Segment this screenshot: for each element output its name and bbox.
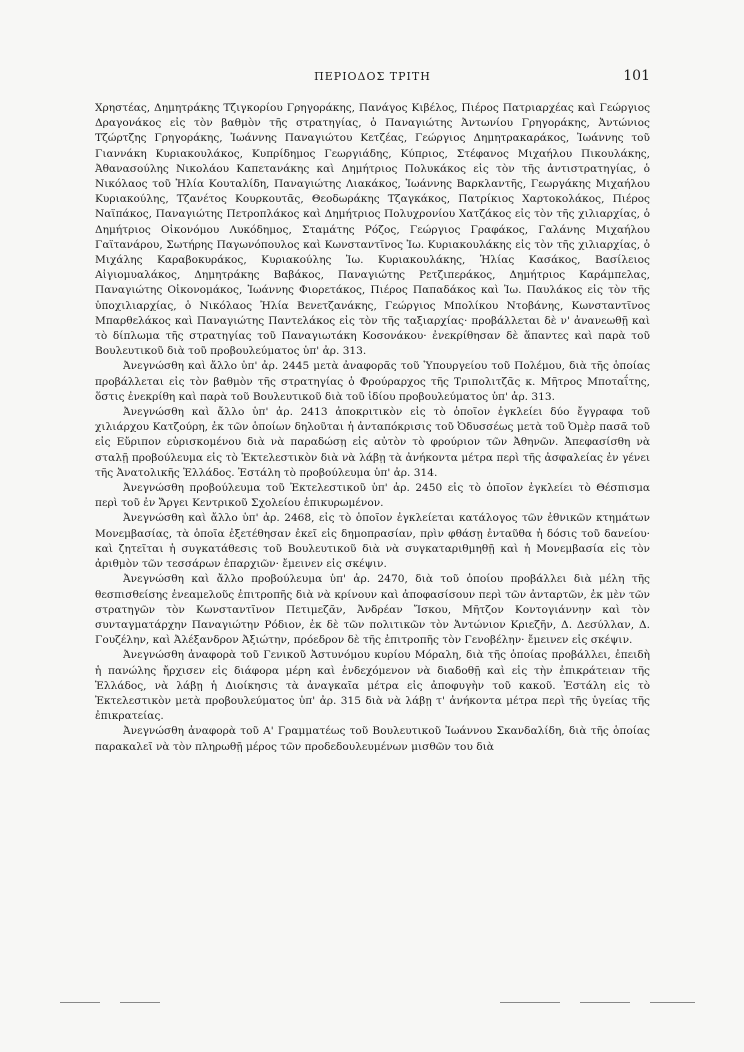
- footer-rule: [650, 1002, 695, 1003]
- paragraph: Ἀνεγνώσθη ἀναφορὰ τοῦ Γενικοῦ Ἀστυνόμου κυρίου Μόραλη, διὰ τῆς ὁποίας προβάλλει, ἐπειδὴ ἡ πανώλης ἤρχισεν εἰς διάφορα μέρη καὶ ἐνδεχόμενον νὰ διαδοθῇ καὶ εἰς τὴν ἐπικράτειαν τῆς Ἑλλάδος, νὰ λάβῃ ἡ Διοίκησις τὰ ἀναγκαῖα μέτρα εἰς ἀποφυγὴν τοῦ κακοῦ. Ἐστάλη εἰς τὸ Ἐκτελεστικὸν μετὰ προβουλεύματος ὑπ' ἀρ. 315 διὰ νὰ λάβῃ τ' ἀνήκοντα μέτρα περὶ τῆς ὑγείας τῆς ἐπικρατείας.: [95, 649, 650, 723]
- paragraph: Ἀνεγνώσθη καὶ ἄλλο ὑπ' ἀρ. 2413 ἀποκριτικὸν εἰς τὸ ὁποῖον ἐγκλείει δύο ἔγγραφα τοῦ χιλιάρχου Κατζούρη, ἐκ τῶν ὁποίων δηλοῦται ἡ ἀνταπόκρισις τοῦ Ὀδυσσέως μετὰ τοῦ Ὀμὲρ πασᾶ τοῦ εἰς Εὔριπον εὑρισκομένου διὰ νὰ παραδώσῃ εἰς αὐτὸν τὸ φρούριον τῶν Ἀθηνῶν. Ἀπεφασίσθη νὰ σταλῇ προβούλευμα εἰς τὸ Ἐκτελεστικὸν διὰ νὰ λάβῃ τὰ ἀνήκοντα μέτρα περὶ τῆς ἀσφαλείας ἐν γένει τῆς Ἀνατολικῆς Ἑλλάδος. Ἐστάλη τὸ προβούλευμα ὑπ' ἀρ. 314.: [95, 406, 650, 479]
- paragraph: Ἀνεγνώσθη προβούλευμα τοῦ Ἐκτελεστικοῦ ὑπ' ἀρ. 2450 εἰς τὸ ὁποῖον ἐγκλείει τὸ Θέσπισμα περὶ τοῦ ἐν Ἄργει Κεντρικοῦ Σχολείου ἐπικυρωμένον.: [95, 482, 650, 510]
- paragraph: Ἀνεγνώσθη καὶ ἄλλο ὑπ' ἀρ. 2445 μετὰ ἀναφορᾶς τοῦ Ὑπουργείου τοῦ Πολέμου, διὰ τῆς ὁποίας προβάλλεται εἰς τὸν βαθμὸν τῆς στρατηγίας ὁ Φρούραρχος τῆς Τριπολιτζᾶς κ. Μῆτρος Μποταΐτης, ὅστις ἐνεκρίθη καὶ παρὰ τοῦ Βουλευτικοῦ διὰ τοῦ ἰδίου προβουλεύματος ὑπ' ἀρ. 313.: [95, 360, 650, 403]
- footer-rule: [120, 1002, 160, 1003]
- paragraph: Ἀνεγνώσθη καὶ ἄλλο προβούλευμα ὑπ' ἀρ. 2470, διὰ τοῦ ὁποίου προβάλλει διὰ μέλη τῆς θεσπισθείσης ἐνεαμελοῦς ἐπιτροπῆς διὰ νὰ κρίνουν καὶ ἀποφασίσουν περὶ τῶν ἀνταρτῶν, ἐκ μὲν τῶν στρατηγῶν τὸν Κωνσταντῖνον Πετιμεζᾶν, Ἀνδρέαν Ἴσκου, Μῆτζον Κοντογιάννην καὶ τὸν συνταγματάρχην Παναγιώτην Ρόδιον, ἐκ δὲ τῶν πολιτικῶν τὸν Ἀντώνιον Κριεζῆν, Δ. Δεσύλλαν, Δ. Γουζέλην, καὶ Ἀλέξανδρον Ἀξιώτην, πρόεδρον δὲ τῆς ἐπιτροπῆς τὸν Γενοβέλην· ἔμεινεν εἰς σκέψιν.: [95, 573, 650, 647]
- running-title: ΠΕΡΙΟΔΟΣ ΤΡΙΤΗ: [314, 70, 431, 83]
- paragraph: Χρηστέας, Δημητράκης Τζιγκορίου Γρηγοράκης, Πανάγος Κιβέλος, Πιέρος Πατριαρχέας καὶ Γεώργιος Δραγονάκος εἰς τὸν βαθμὸν τῆς στρατηγίας, ὁ Παναγιώτης Ἀντωνίου Γρηγοράκης, Ἀντώνιος Τζώρτζης Γρηγοράκης, Ἰωάννης Παναγιώτου Κετζέας, Γεώργιος Δημητρακαράκος, Ἰωάννης τοῦ Γιαννάκη Κυριακουλάκος, Κυπρίδημος Γεωργιάδης, Κύπριος, Στέφανος Μιχαήλου Πικουλάκης, Ἀθανασούλης Νικολάου Καπετανάκης καὶ Δημήτριος Πολυκάκος εἰς τὸν τῆς ἀντιστρατηγίας, ὁ Νικόλαος τοῦ Ἠλία Κουταλίδη, Παναγιώτης Λιακάκος, Ἰωάννης Βαρκλαντῆς, Γεωργάκης Μιχαήλου Κυριακούλης, Τζανέτος Κουρκουτᾶς, Θεοδωράκης Τζαγκάκος, Πατρίκιος Χαρτοκολάκος, Πιέρος Ναϊπάκος, Παναγιώτης Πετροπλάκος καὶ Δημήτριος Πολυχρονίου Χατζάκος εἰς τὸν τῆς χιλιαρχίας, ὁ Δημήτριος Οἰκονόμου Λυκόδημος, Σταμάτης Ρόζος, Γεώργιος Γραφάκος, Γαλάνης Μιχαήλου Γαϊτανάρου, Σωτήρης Παγωνόπουλος καὶ Κωνσταντῖνος Ἰω. Κυριακουλάκης εἰς τὸν τῆς χιλιαρχίας, ὁ Μιχάλης Καραβοκυράκος, Κυριακούλης Ἰω. Κυριακουλάκης, Ἠλίας Κασάκος, Βασίλειος Αἰγιομυαλάκος, Δημητράκης Βαβάκος, Παναγιώτης Ρετζιπεράκος, Δημήτριος Καράμπελας, Παναγιώτης Οἰκονομάκος, Ἰωάννης Φιορετάκος, Πιέρος Παπαδάκος καὶ Ἰω. Παυλάκος εἰς τὸν τῆς ὑποχιλιαρχίας, ὁ Νικόλαος Ἠλία Βενετζανάκης, Γεώργιος Μπολίκου Ντοβάνης, Κωνσταντῖνος Μπαρθελάκος καὶ Παναγιώτης Παντελάκος εἰς τὸν τῆς ταξιαρχίας· προβάλλεται δὲ ν' ἀνανεωθῇ καὶ τὸ δίπλωμα τῆς στρατηγίας τοῦ Παναγιωτάκη Κοσονάκου· ἐνεκρίθησαν δὲ ἅπαντες καὶ παρὰ τοῦ Βουλευτικοῦ διὰ τοῦ προβουλεύματος ὑπ' ἀρ. 313.: [95, 102, 650, 358]
- footer-rule: [580, 1002, 630, 1003]
- footer-rule: [60, 1002, 100, 1003]
- paragraph: Ἀνεγνώσθη καὶ ἄλλο ὑπ' ἀρ. 2468, εἰς τὸ ὁποῖον ἐγκλείεται κατάλογος τῶν ἐθνικῶν κτημάτων Μονεμβασίας, τὰ ὁποῖα ἐξετέθησαν ἐκεῖ εἰς δημοπρασίαν, πρὶν φθάσῃ ἐνταῦθα ἡ δόσις τοῦ δανείου· καὶ ζητεῖται ἡ συγκατάθεσις τοῦ Βουλευτικοῦ διὰ νὰ συγκαταριθμηθῇ καὶ ἡ Μονεμβασία εἰς τὸν ἀριθμὸν τῶν τεσσάρων ἐπαρχιῶν· ἔμεινεν εἰς σκέψιν.: [95, 512, 650, 571]
- page-number: 101: [623, 68, 650, 84]
- footer-rule: [500, 1002, 560, 1003]
- page-header: [95, 70, 650, 92]
- paragraph: Ἀνεγνώσθη ἀναφορὰ τοῦ Α' Γραμματέως τοῦ Βουλευτικοῦ Ἰωάννου Σκανδαλίδη, διὰ τῆς ὁποίας παρακαλεῖ νὰ τὸν πληρωθῇ μέρος τῶν προδεδουλευμένων μισθῶν του διὰ: [95, 725, 650, 753]
- body-text: [95, 101, 650, 755]
- footer-rules: [60, 1002, 700, 1006]
